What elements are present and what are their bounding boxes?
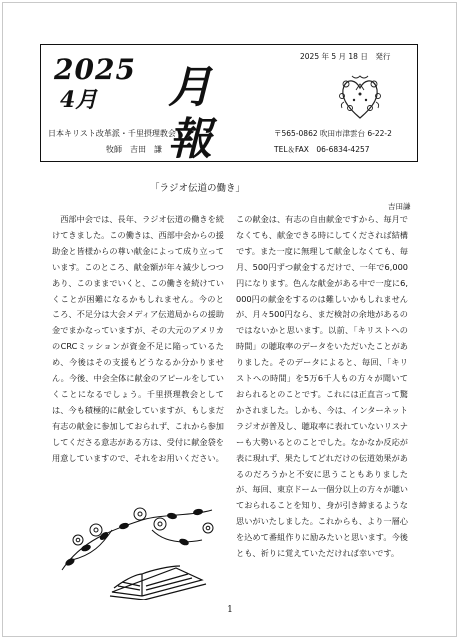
page-number: 1 [227,605,233,615]
article-column-right [236,212,408,562]
article-title: 「ラジオ伝道の働き」 [150,183,246,194]
issue-year: 2025 [54,53,136,86]
newsletter-title: 月 報 [168,62,238,165]
church-name: 日本キリスト改革派・千里摂理教会 [48,129,176,138]
article-author: 吉田謙 [388,202,411,211]
article-column-left [52,212,224,467]
article-body-right: この献金は、有志の自由献金ですから、毎月でなくても、献金できる時にしてくだされば結構です。また一度に無理して献金しなくても、毎月、500円ずつ献金するだけで、一年で6,000円になります。色んな献金がある中で一度に6,000円の献金をするのは難しいかもしれませんが、月々500円なら、まだ検討の余地があるのではないかと思います。以前、「キリストへの時間」の聴取率のデータをいただいたことがありました。そのデータによると、毎回、「キリストへの時間」を5万6千人もの方々が聞いておられるとのことです。これには正直言って驚かされました。しかも、今は、インターネットラジオが普及し、聴取率に表れていないリスナーも大勢いるとのことでした。なかなか反応が表に現れず、果たしてどれだけの伝道効果があるのだろうかと不安に思うこともありましたが、毎回、東京ドーム一個分以上の方々が聴いておられることを知り、身が引き締まるような思いがいたしました。これからも、より一層心を込めて番組作りに励みたいと思います。今後とも、祈りに覚えていただければ幸いです。 [236,214,408,559]
church-telfax: TEL＆FAX 06-6834-4257 [274,145,370,154]
pastor-name: 牧師 吉田 謙 [106,145,162,154]
publication-date: 2025 年 5 月 18 日 発行 [300,52,391,61]
open-book-with-flowers-icon [52,500,222,600]
floral-heart-wreath-icon [336,72,384,124]
church-address: 〒565-0862 吹田市津雲台 6-22-2 [274,129,392,138]
issue-month: 4月 [60,87,98,113]
article-body-left: 西部中会では、長年、ラジオ伝道の働きを続けてきました。この働きは、西部中会からの援助金と皆様からの尊い献金によって成り立っています。このところ、献金額が年々減少しつつあり、このままでいくと、この働きを続けていくことが困難になるかもしれません。今のところ、不足分は大会メディア伝道局からの援助金でまかなっていますが、その大元のアメリカのCRCミッションが資金不足に陥っているため、今後はその支援もどうなるか分かりません。今後、中会全体に献金のアピールをしていくことになるでしょう。千里摂理教会としては、今も積極的に献金していますが、もしまだ有志の献金に参加しておられず、これから参加してくださる意志がある方は、受付に献金袋を用意していますので、それをお用いください。 [52,214,224,463]
